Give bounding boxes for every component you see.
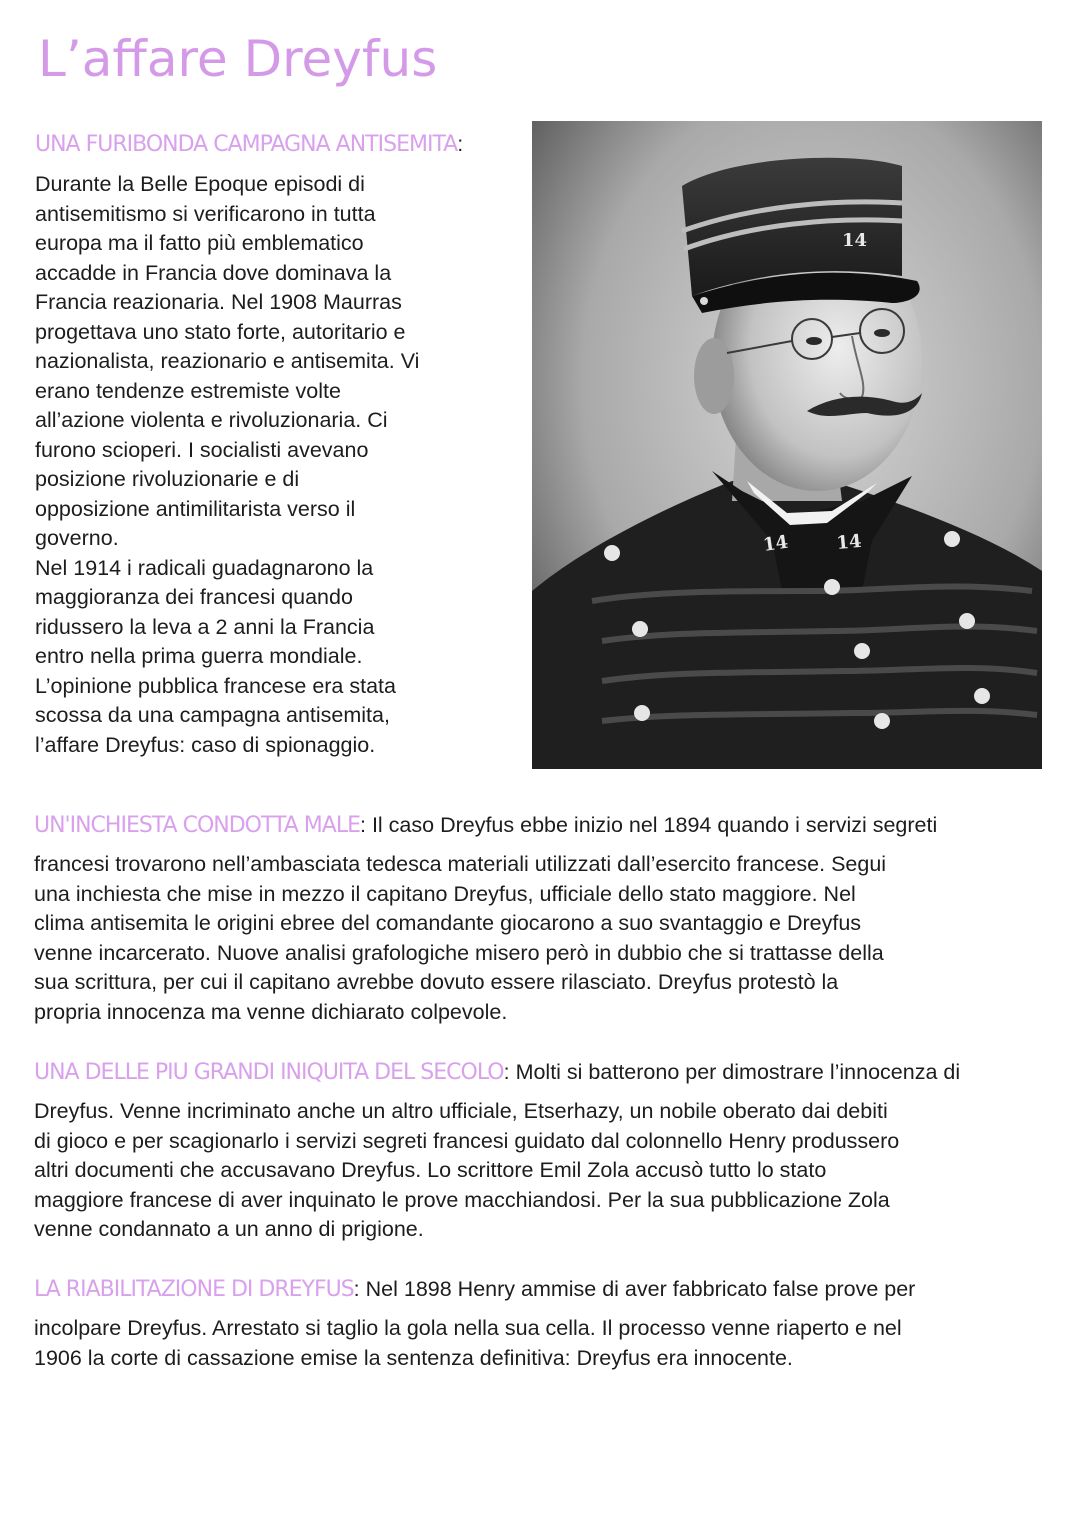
collar-number-left: 14 <box>761 531 790 556</box>
text-line: Durante la Belle Epoque episodi di <box>35 172 365 196</box>
text-line: erano tendenze estremiste volte <box>35 378 341 403</box>
text-line: all’azione violenta e rivoluzionaria. Ci <box>35 408 388 432</box>
section-heading: UNA DELLE PIU GRANDI INIQUITA DEL SECOLO <box>34 1060 504 1085</box>
section-antisemitic-campaign <box>35 130 505 760</box>
text-line: Dreyfus. Venne incriminato anche un altro ufficiale, Etserhazy, un nobile oberato dai debiti <box>34 1099 888 1123</box>
text-line: 1906 la corte di cassazione emise la sentenza definitiva: Dreyfus era innocente. <box>34 1345 793 1370</box>
page-title: L’affare Dreyfus <box>38 30 438 88</box>
text-line: venne condannato a un anno di prigione. <box>34 1217 424 1241</box>
text-line: accadde in Francia dove dominava la <box>35 260 392 285</box>
section-greatest-iniquity <box>34 1057 1044 1245</box>
text-line: ridussero la leva a 2 anni la Francia <box>35 614 375 639</box>
text-line: maggioranza dei francesi quando <box>35 585 353 609</box>
text-line: progettava uno stato forte, autoritario e <box>35 319 406 344</box>
text-line: venne incarcerato. Nuove analisi grafologiche misero però in dubbio che si trattasse della <box>34 940 884 965</box>
text-line: governo. <box>35 526 119 550</box>
lead-text: Nel 1898 Henry ammise di aver fabbricato false prove per <box>359 1277 916 1301</box>
text-line: antisemitismo si verificarono in tutta <box>35 201 376 226</box>
lead-text: Il caso Dreyfus ebbe inizio nel 1894 quando i servizi segreti <box>365 813 938 837</box>
text-line: scossa da una campagna antisemita, <box>35 703 390 727</box>
text-line: Nel 1914 i radicali guadagnarono la <box>35 555 374 580</box>
heading-colon: : <box>360 813 366 837</box>
section-body <box>34 1097 1044 1245</box>
section-body <box>35 170 505 760</box>
text-line: furono scioperi. I socialisti avevano <box>35 437 369 462</box>
text-line: posizione rivoluzionarie e di <box>35 467 300 491</box>
lead-text: Molti si batterono per dimostrare l’innocenza di <box>509 1060 961 1084</box>
text-line: maggiore francese di aver inquinato le prove macchiandosi. Per la sua pubblicazione Zola <box>34 1187 890 1212</box>
text-line: propria innocenza ma venne dichiarato colpevole. <box>34 999 508 1024</box>
section-body <box>34 850 1044 1027</box>
cap-badge-number: 14 <box>842 230 868 251</box>
section-rehabilitation <box>34 1274 1044 1373</box>
text-line: nazionalista, reazionario e antisemita. Vi <box>35 349 420 373</box>
text-line: di gioco e per scagionarlo i servizi segreti francesi guidato dal colonnello Henry produssero <box>34 1128 900 1153</box>
dreyfus-portrait-photo <box>532 121 1042 769</box>
text-line: sua scrittura, per cui il capitano avrebbe dovuto essere rilasciato. Dreyfus protestò la <box>34 970 839 994</box>
text-line: Francia reazionaria. Nel 1908 Maurras <box>35 290 402 314</box>
text-line: entro nella prima guerra mondiale. <box>35 644 363 668</box>
section-heading: UNA FURIBONDA CAMPAGNA ANTISEMITA <box>35 132 458 157</box>
text-line: francesi trovarono nell’ambasciata tedesca materiali utilizzati dall’esercito francese. Segui <box>34 852 887 876</box>
section-heading: UN'INCHIESTA CONDOTTA MALE <box>34 813 360 838</box>
text-line: incolpare Dreyfus. Arrestato si taglio la gola nella sua cella. Il processo venne riaperto e nel <box>34 1316 902 1340</box>
section-flawed-investigation <box>34 810 1044 1027</box>
text-line: l’affare Dreyfus: caso di spionaggio. <box>35 732 376 757</box>
text-line: europa ma il fatto più emblematico <box>35 231 364 255</box>
collar-number-right: 14 <box>835 530 863 554</box>
section-body <box>34 1314 1044 1373</box>
text-line: altri documenti che accusavano Dreyfus. Lo scrittore Emil Zola accusò tutto lo stato <box>34 1158 827 1182</box>
section-heading: LA RIABILITAZIONE DI DREYFUS <box>34 1277 354 1302</box>
heading-colon: : <box>503 1060 510 1084</box>
text-line: clima antisemita le origini ebree del comandante giocarono a suo svantaggio e Dreyfus <box>34 911 862 935</box>
heading-colon: : <box>457 132 464 156</box>
heading-colon: : <box>353 1277 360 1301</box>
text-line: una inchiesta che mise in mezzo il capitano Dreyfus, ufficiale dello stato maggiore. Nel <box>34 881 856 906</box>
text-line: opposizione antimilitarista verso il <box>35 496 356 521</box>
text-line: L’opinione pubblica francese era stata <box>35 673 396 698</box>
